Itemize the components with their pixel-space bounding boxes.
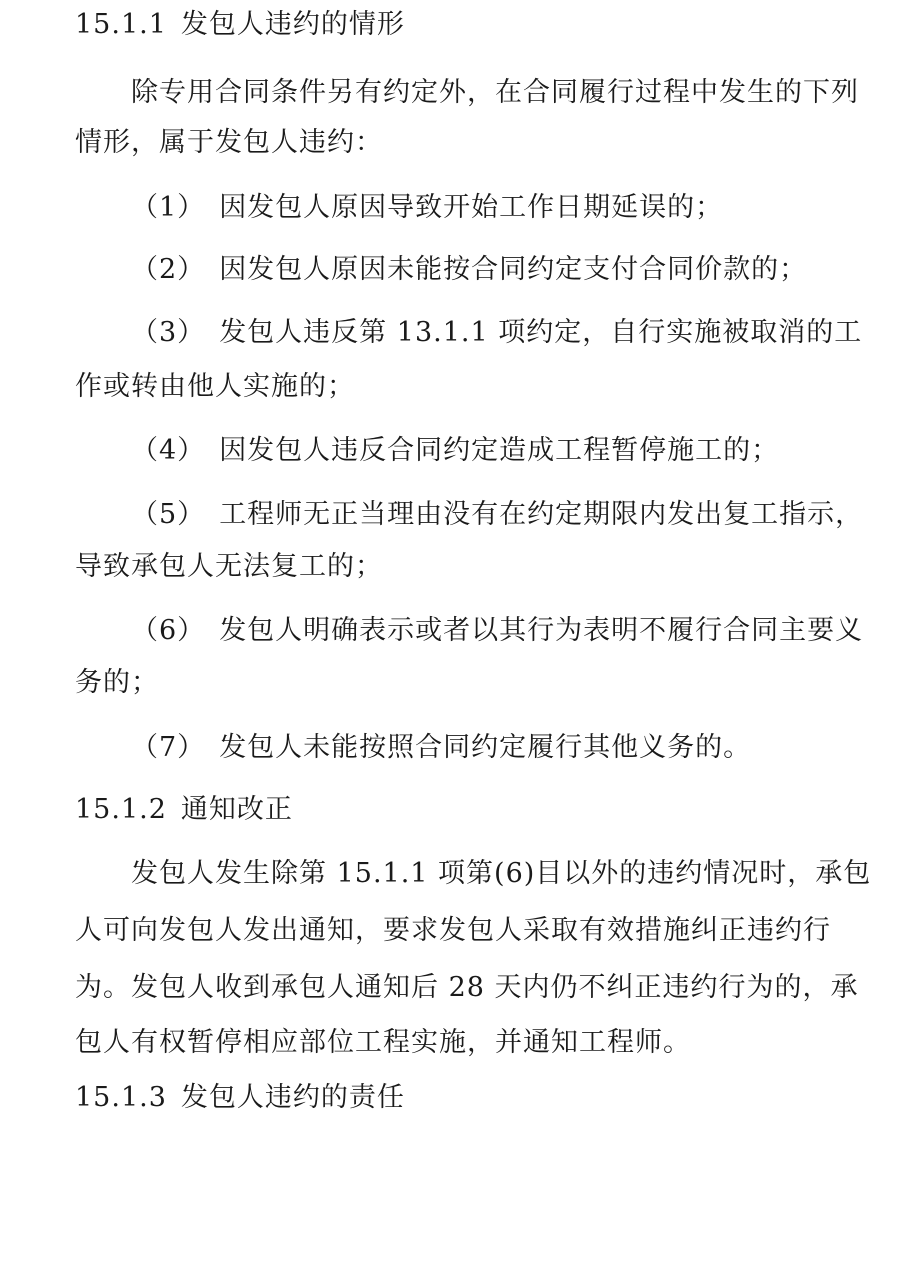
list-item-marker: （5） xyxy=(131,499,206,530)
paragraph-line: 情形，属于发包人违约： xyxy=(75,127,383,158)
list-item-5-continuation: 导致承包人无法复工的； xyxy=(75,551,383,582)
list-item-3 xyxy=(131,310,863,356)
list-item-text: 发包人违反第 13.1.1 项约定，自行实施被取消的工 xyxy=(219,317,863,348)
list-item-marker: （3） xyxy=(131,317,206,348)
list-item-text: 因发包人原因导致开始工作日期延误的； xyxy=(219,192,724,223)
list-item-text: 因发包人原因未能按合同约定支付合同价款的； xyxy=(219,254,808,285)
list-item-7 xyxy=(131,725,829,771)
heading-number: 15.1.2 xyxy=(75,794,167,825)
paragraph-line: 包人有权暂停相应部位工程实施，并通知工程师。 xyxy=(75,1027,691,1058)
heading-title: 通知改正 xyxy=(180,794,293,825)
list-item-6 xyxy=(131,608,864,654)
paragraph-line: 除专用合同条件另有约定外，在合同履行过程中发生的下列 xyxy=(131,77,859,108)
section-heading-15-1-2 xyxy=(75,787,835,833)
paragraph-line: 发包人发生除第 15.1.1 项第(6)目以外的违约情况时，承包 xyxy=(131,858,872,889)
list-item-marker: （2） xyxy=(131,254,206,285)
heading-title: 发包人违约的情形 xyxy=(180,9,405,40)
section-heading-15-1-3 xyxy=(75,1075,835,1121)
section-heading-15-1-1 xyxy=(75,2,835,48)
heading-title: 发包人违约的责任 xyxy=(180,1082,405,1113)
list-item-marker: （4） xyxy=(131,435,206,466)
list-item-marker: （6） xyxy=(131,615,206,646)
heading-number: 15.1.1 xyxy=(75,9,167,40)
list-item-marker: （7） xyxy=(131,732,206,763)
list-item-4 xyxy=(131,428,829,474)
list-item-text: 发包人未能按照合同约定履行其他义务的。 xyxy=(219,732,752,763)
list-item-2 xyxy=(131,247,829,293)
heading-number: 15.1.3 xyxy=(75,1082,167,1113)
list-item-5 xyxy=(131,492,864,538)
list-item-1 xyxy=(131,185,829,231)
list-item-text: 发包人明确表示或者以其行为表明不履行合同主要义 xyxy=(219,615,864,646)
paragraph-line: 人可向发包人发出通知，要求发包人采取有效措施纠正违约行 xyxy=(75,915,831,946)
list-item-text: 因发包人违反合同约定造成工程暂停施工的； xyxy=(219,435,780,466)
paragraph-line: 为。发包人收到承包人通知后 28 天内仍不纠正违约行为的，承 xyxy=(75,972,859,1003)
list-item-text: 工程师无正当理由没有在约定期限内发出复工指示， xyxy=(219,499,864,530)
list-item-6-continuation: 务的； xyxy=(75,667,159,698)
list-item-3-continuation: 作或转由他人实施的； xyxy=(75,371,355,402)
list-item-marker: （1） xyxy=(131,192,206,223)
